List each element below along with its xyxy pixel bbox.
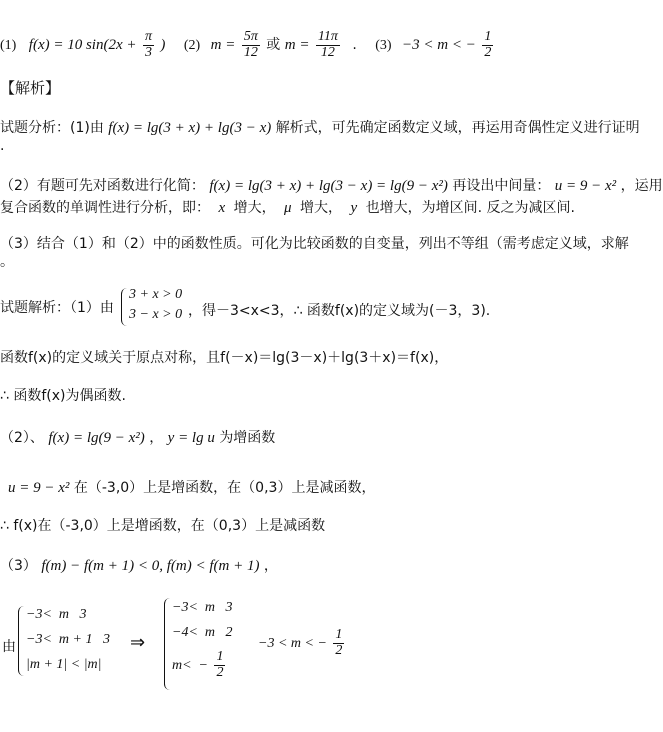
composite-function-expression: f(x) = lg(9 − x²) [48, 430, 145, 446]
part1-close-paren: ) [160, 37, 166, 54]
fraction-numerator: 1 [216, 649, 224, 664]
domain-system-brace [121, 288, 128, 326]
analysis-heading: 【解析】 [0, 79, 61, 97]
intermediate-var-expression: u = 9 − x² [554, 178, 617, 194]
u-expression: u = 9 − x² [8, 480, 70, 496]
analysis-line-4: （3）结合（1）和（2）中的函数性质。可化为比较函数的自变量，列出不等组（需考虑定义域，求解 [0, 236, 629, 252]
analysis-simplify-text: （2）有题可先对函数进行化简： [0, 178, 205, 194]
increase-interval-text: 也增大，为增区间. 反之为减区间. [365, 200, 575, 216]
part2-period: . [352, 37, 357, 54]
one-half-fraction [482, 30, 493, 60]
right-one-half-fraction [214, 650, 225, 680]
domain-result-text: ，得－3<x<3，∴ 函数f(x)的定义域为(－3，3). [188, 303, 491, 319]
analysis-line-3 [0, 200, 575, 217]
part2-comma: ， [149, 430, 164, 446]
fraction-numerator: 1 [484, 29, 492, 44]
increase-text-1: 增大， [233, 200, 276, 216]
fraction-numerator: π [144, 29, 152, 44]
right-system-line-3 [172, 650, 227, 680]
fraction-numerator: 11π [317, 29, 338, 44]
fraction-denominator: 2 [484, 44, 492, 60]
part2-m-equals-2: m = [284, 37, 310, 54]
part3-inequality-expression: f(m) − f(m + 1) < 0, f(m) < f(m + 1) [41, 558, 260, 574]
simplified-expression: f(x) = lg(3 + x) + lg(3 − x) = lg(9 − x²) [209, 178, 448, 194]
left-system-brace [18, 606, 25, 676]
solution-monotonic-u-line [8, 480, 375, 497]
right-system-line-1: −3< m 3 [172, 600, 233, 615]
solution-line-1-prefix: 试题解析：（1）由 [0, 300, 114, 316]
composite-function-text: 复合函数的单调性进行分析，即： [0, 200, 210, 216]
right-system-line-2: −4< m 2 [172, 625, 233, 640]
m-less-than: m< − [172, 658, 209, 674]
five-pi-over-twelve-fraction [242, 30, 260, 60]
solution-symmetry-line: 函数f(x)的定义域关于原点对称，且f(－x)＝lg(3－x)＋lg(3＋x)＝f(x)， [0, 350, 449, 366]
left-system-line-3: |m + 1| < |m| [26, 657, 102, 672]
analysis-use-text: ，运用 [620, 178, 663, 194]
or-word: 或 [266, 37, 281, 54]
final-inequality: −3 < m < − [258, 636, 327, 652]
log-function-expression: y = lg u [167, 430, 215, 446]
part1-expression: f(x) = 10 sin(2x + [28, 37, 137, 54]
from-word: 由 [2, 639, 16, 655]
analysis-line-5: 。 [0, 254, 14, 270]
answer-line [0, 30, 495, 60]
solution-part2-line [0, 430, 275, 447]
part3-label: (3) [375, 38, 392, 54]
eleven-pi-over-twelve-fraction [316, 30, 340, 60]
var-x: x [218, 200, 226, 216]
var-mu: μ [284, 200, 292, 216]
var-y: y [350, 200, 358, 216]
left-system-line-2: −3< m + 1 3 [26, 632, 110, 647]
analysis-intro-text: 试题分析：(1)由 [0, 120, 104, 136]
function-definition-expression: f(x) = lg(3 + x) + lg(3 − x) [108, 120, 272, 136]
pi-over-three-fraction [143, 30, 154, 60]
u-monotonic-text: 在（-3,0）上是增函数，在（0,3）上是减函数， [73, 480, 376, 496]
intermediate-var-text: 再设出中间量： [452, 178, 551, 194]
solution-part3-line [0, 558, 278, 575]
domain-inequality-1: 3 + x > 0 [129, 287, 183, 302]
final-result [258, 628, 346, 658]
part2-m-equals: m = [210, 37, 236, 54]
part2-prefix: （2）、 [0, 430, 44, 446]
analysis-line-2 [0, 178, 663, 195]
solution-even-function-line: ∴ 函数f(x)为偶函数. [0, 388, 126, 404]
increasing-function-text: 为增函数 [219, 430, 276, 446]
solution-monotonic-f-line: ∴ f(x)在（-3,0）上是增函数，在（0,3）上是减函数 [0, 518, 326, 534]
part3-comma: ， [263, 558, 278, 574]
final-one-half-fraction [333, 628, 344, 658]
right-system-brace [164, 598, 171, 690]
fraction-denominator: 2 [335, 642, 343, 658]
analysis-line-1 [0, 120, 640, 137]
increase-text-2: 增大， [300, 200, 343, 216]
part1-label: (1) [0, 38, 17, 54]
analysis-line-1-period: . [0, 138, 5, 154]
analysis-method-text: 解析式，可先确定函数定义域，再运用奇偶性定义进行证明 [275, 120, 640, 136]
fraction-denominator: 12 [320, 44, 335, 60]
fraction-numerator: 5π [243, 29, 258, 44]
part3-prefix: （3） [0, 558, 37, 574]
implies-arrow: ⇒ [130, 632, 146, 653]
fraction-numerator: 1 [335, 627, 343, 642]
part3-inequality: −3 < m < − [402, 37, 476, 54]
left-system-line-1: −3< m 3 [26, 607, 87, 622]
fraction-denominator: 12 [243, 44, 258, 60]
domain-inequality-2: 3 − x > 0 [129, 307, 183, 322]
part2-label: (2) [183, 38, 201, 54]
fraction-denominator: 2 [216, 664, 224, 680]
fraction-denominator: 3 [144, 44, 152, 60]
